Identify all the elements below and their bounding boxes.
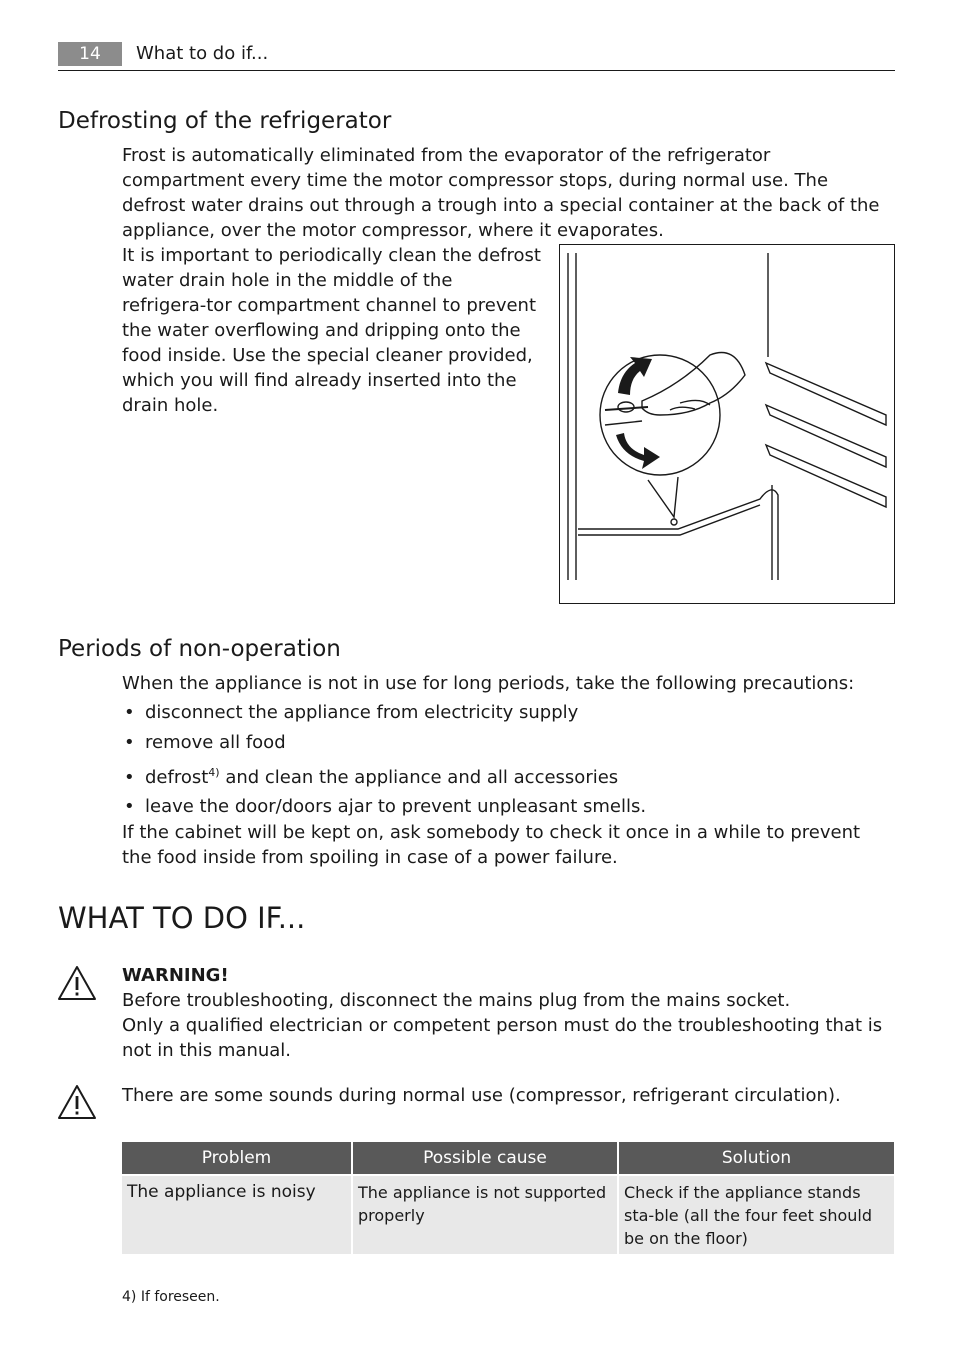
footnote: 4) If foreseen. [122,1289,220,1305]
defrosting-heading: Defrosting of the refrigerator [58,108,392,134]
list-item [122,728,894,758]
table-header-row [122,1142,894,1175]
list-item-text-rest: and clean the appliance and all accessories [219,767,619,788]
drain-hole-drawing [560,245,894,603]
table-row [122,1175,894,1254]
list-item [122,758,894,792]
non-operation-heading: Periods of non-operation [58,636,341,662]
list-item-text: remove all food [145,732,286,753]
cell-problem: The appliance is noisy [122,1175,352,1254]
drain-hole-illustration [559,244,895,604]
column-header-cause: Possible cause [352,1142,618,1175]
list-item-text: disconnect the appliance from electricity supply [145,702,579,723]
warning-triangle-icon [57,1084,97,1120]
column-header-solution: Solution [618,1142,894,1175]
list-item [122,792,894,822]
header-divider [58,70,895,71]
cell-solution: Check if the appliance stands sta-ble (all the four feet should be on the floor) [618,1175,894,1254]
cell-cause: The appliance is not supported properly [352,1175,618,1254]
sounds-note: There are some sounds during normal use (compressor, refrigerant circulation). [122,1085,841,1106]
non-operation-intro: When the appliance is not in use for long periods, take the following precautions: [122,673,855,694]
warning-block [122,963,894,1063]
precautions-list [122,698,894,822]
list-item [122,698,894,728]
page-number: 14 [58,42,122,66]
list-item-text: defrost [145,767,209,788]
troubleshooting-table [122,1142,894,1254]
list-item-text: leave the door/doors ajar to prevent unpleasant smells. [145,796,647,817]
warning-line-1: Before troubleshooting, disconnect the mains plug from the mains socket. [122,990,791,1011]
non-operation-outro: If the cabinet will be kept on, ask somebody to check it once in a while to prevent the food inside from spoiling in case of a power failure. [122,822,861,868]
warning-triangle-icon [57,965,97,1001]
warning-line-2: Only a qualified electrician or competent person must do the troubleshooting that is not in this manual. [122,1015,883,1061]
defrosting-paragraph-2: It is important to periodically clean the defrost water drain hole in the middle of the refrigera-tor compartment channel to prevent the water overflowing and dripping onto the food inside. Use the special cleaner provided, which you will find already inserted into the drain hole. [122,245,541,416]
defrosting-paragraph-1: Frost is automatically eliminated from the evaporator of the refrigerator compartment every time the motor compressor stops, during normal use. The defrost water drains out through a trough into a special container at the back of the appliance, over the motor compressor, where it evaporates. [122,145,880,241]
column-header-problem: Problem [122,1142,352,1175]
what-to-do-heading: WHAT TO DO IF... [58,901,306,935]
running-header: What to do if... [136,43,269,64]
warning-title: WARNING! [122,965,229,986]
footnote-marker: 4) [208,766,220,779]
